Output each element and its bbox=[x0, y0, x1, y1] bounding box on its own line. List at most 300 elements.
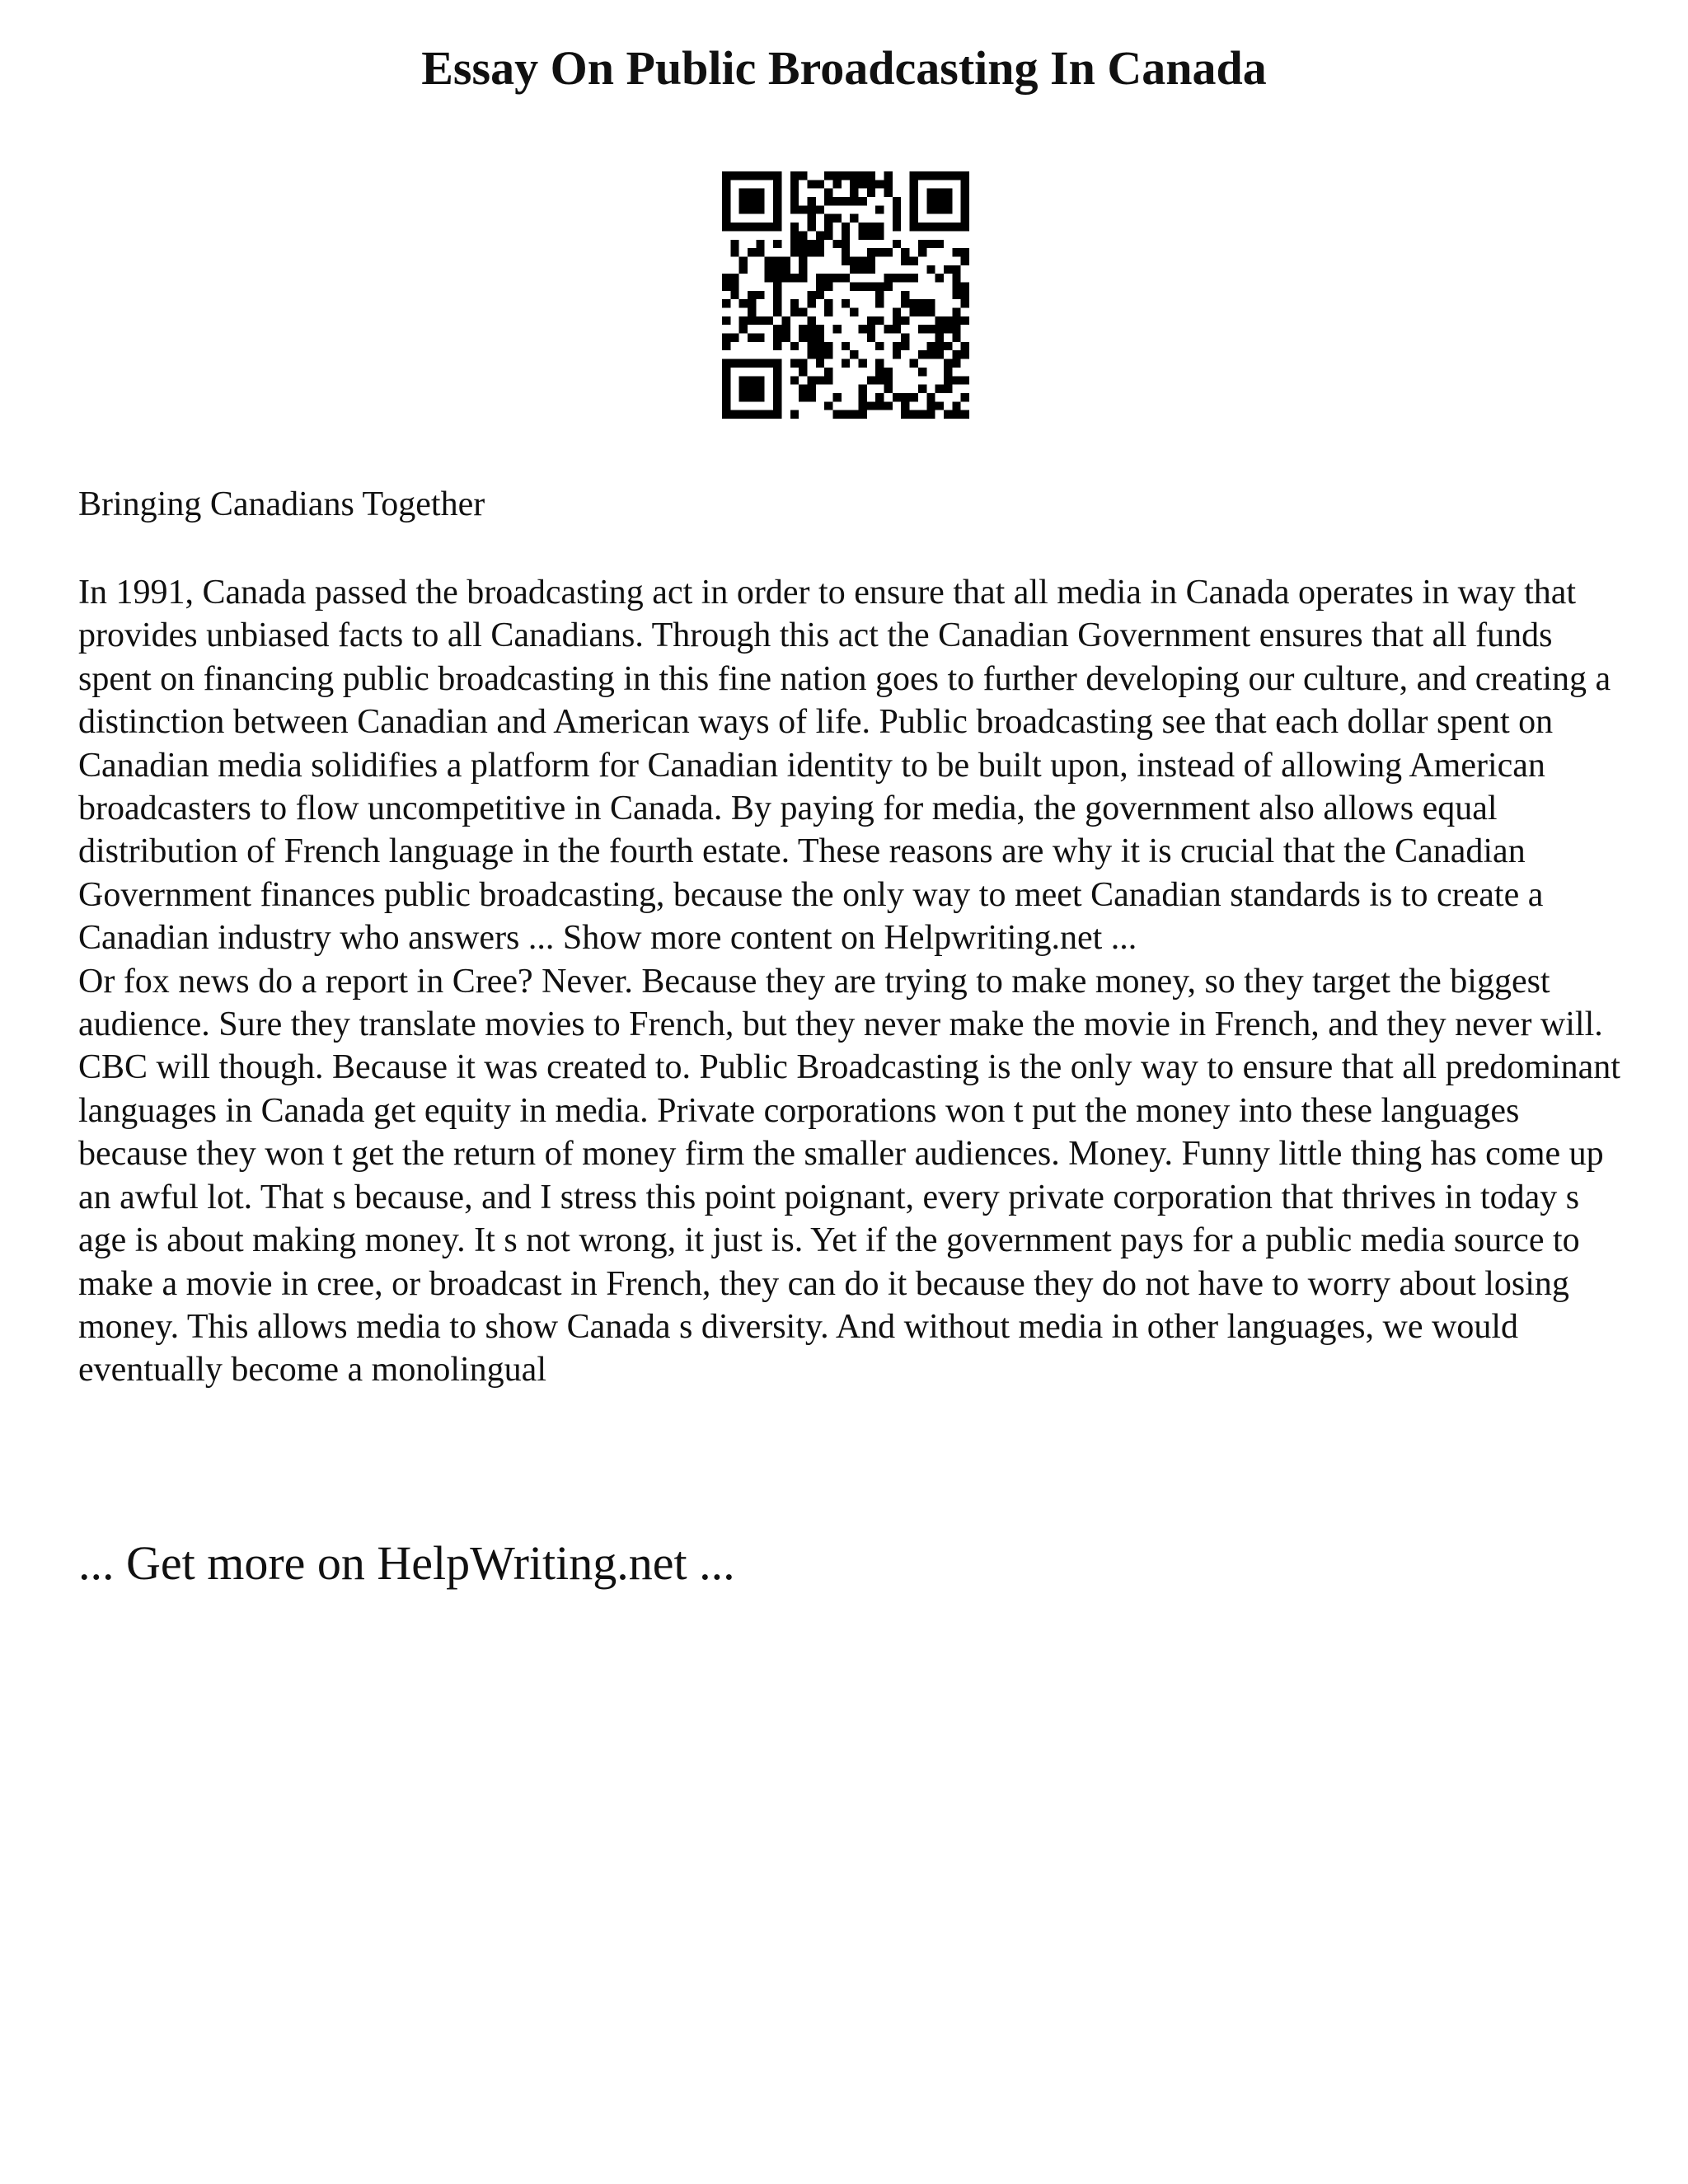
qr-module bbox=[842, 410, 850, 419]
qr-module bbox=[935, 334, 944, 342]
qr-module bbox=[816, 282, 824, 290]
qr-module bbox=[961, 350, 969, 359]
qr-module bbox=[893, 197, 901, 205]
qr-module bbox=[807, 197, 815, 205]
qr-module bbox=[867, 256, 875, 265]
qr-module bbox=[901, 334, 909, 342]
qr-module bbox=[935, 342, 944, 350]
qr-module bbox=[918, 325, 926, 333]
qr-module bbox=[765, 265, 773, 274]
qr-module bbox=[893, 223, 901, 231]
qr-module bbox=[799, 205, 807, 213]
qr-module bbox=[867, 171, 875, 180]
qr-module bbox=[893, 316, 901, 325]
qr-module bbox=[850, 214, 858, 223]
qr-module bbox=[824, 274, 832, 282]
qr-module bbox=[790, 342, 799, 350]
qr-module bbox=[748, 299, 756, 307]
qr-module bbox=[926, 393, 935, 401]
qr-module bbox=[739, 325, 748, 333]
qr-module bbox=[850, 265, 858, 274]
qr-module bbox=[790, 180, 799, 188]
qr-module bbox=[875, 299, 884, 307]
qr-module bbox=[781, 265, 790, 274]
qr-module bbox=[773, 256, 781, 265]
qr-module bbox=[918, 248, 926, 256]
qr-module bbox=[875, 205, 884, 213]
qr-module bbox=[773, 240, 781, 248]
qr-module bbox=[790, 359, 799, 368]
qr-module bbox=[884, 282, 893, 290]
qr-finder-edge bbox=[722, 180, 730, 223]
qr-module bbox=[730, 248, 738, 256]
qr-module bbox=[807, 385, 815, 393]
qr-module bbox=[893, 393, 901, 401]
qr-module bbox=[790, 410, 799, 419]
qr-module bbox=[926, 299, 935, 307]
qr-module bbox=[884, 180, 893, 188]
qr-module bbox=[824, 197, 832, 205]
qr-module bbox=[867, 248, 875, 256]
qr-module bbox=[790, 171, 799, 180]
qr-module bbox=[773, 282, 781, 290]
qr-module bbox=[918, 350, 926, 359]
qr-module bbox=[799, 240, 807, 248]
qr-module bbox=[875, 376, 884, 384]
qr-module bbox=[807, 299, 815, 307]
qr-module bbox=[875, 248, 884, 256]
qr-module bbox=[799, 359, 807, 368]
qr-module bbox=[824, 376, 832, 384]
qr-module bbox=[884, 274, 893, 282]
qr-module bbox=[842, 197, 850, 205]
qr-module bbox=[748, 308, 756, 316]
qr-module bbox=[790, 223, 799, 231]
qr-module bbox=[875, 316, 884, 325]
qr-module bbox=[824, 171, 832, 180]
qr-module bbox=[816, 231, 824, 239]
qr-module bbox=[765, 256, 773, 265]
qr-module bbox=[875, 393, 884, 401]
qr-module bbox=[842, 359, 850, 368]
qr-module bbox=[935, 385, 944, 393]
qr-module bbox=[859, 282, 867, 290]
qr-module bbox=[952, 334, 960, 342]
qr-module bbox=[859, 180, 867, 188]
qr-module bbox=[773, 274, 781, 282]
paragraph-1: In 1991, Canada passed the broadcasting act in order to ensure that all media in Canada operates in way that provides unbiased facts to all Canadians. Through this act the Canadian Government ensures that all funds spent on financing public broadcasting in this fine nation goes to further developing our culture, and creating a distinction between Canadian and American ways of life. Public broadcasting see that each dollar spent on Canadian media solidifies a platform for Canadian identity to be built upon, instead of allowing American broadcasters to flow uncompetitive in Canada. By paying for media, the government also allows equal distribution of French language in the fourth estate. These reasons are why it is crucial that the Canadian Government finances public broadcasting, because the only way to meet Canadian standards is to create a Canadian industry who answers ... Show more content on Helpwriting.net ... bbox=[78, 574, 1611, 958]
qr-module bbox=[918, 308, 926, 316]
qr-module bbox=[832, 180, 841, 188]
qr-module bbox=[842, 274, 850, 282]
qr-module bbox=[807, 180, 815, 188]
qr-module bbox=[944, 325, 952, 333]
qr-module bbox=[884, 401, 893, 410]
qr-module bbox=[952, 316, 960, 325]
qr-module bbox=[790, 205, 799, 213]
qr-module bbox=[926, 342, 935, 350]
qr-module bbox=[850, 410, 858, 419]
qr-module bbox=[867, 334, 875, 342]
qr-module bbox=[773, 299, 781, 307]
qr-module bbox=[893, 350, 901, 359]
qr-finder-center bbox=[926, 189, 952, 214]
qr-module bbox=[824, 214, 832, 223]
qr-module bbox=[832, 240, 841, 248]
qr-module bbox=[850, 171, 858, 180]
qr-module bbox=[816, 180, 824, 188]
qr-module bbox=[842, 223, 850, 231]
qr-finder-edge bbox=[722, 368, 730, 410]
qr-module bbox=[961, 299, 969, 307]
qr-module bbox=[832, 274, 841, 282]
qr-module bbox=[816, 342, 824, 350]
qr-module bbox=[918, 385, 926, 393]
qr-module bbox=[867, 180, 875, 188]
qr-module bbox=[816, 240, 824, 248]
qr-module bbox=[867, 265, 875, 274]
qr-module bbox=[799, 248, 807, 256]
qr-module bbox=[893, 205, 901, 213]
qr-module bbox=[859, 325, 867, 333]
qr-module bbox=[893, 240, 901, 248]
qr-module bbox=[832, 171, 841, 180]
qr-module bbox=[893, 274, 901, 282]
qr-module bbox=[850, 308, 858, 316]
qr-module bbox=[867, 231, 875, 239]
qr-module bbox=[722, 299, 730, 307]
essay-body bbox=[78, 571, 1628, 1392]
qr-module bbox=[824, 299, 832, 307]
qr-module bbox=[807, 240, 815, 248]
qr-module bbox=[773, 325, 781, 333]
qr-module bbox=[790, 248, 799, 256]
qr-module bbox=[944, 368, 952, 376]
qr-module bbox=[816, 325, 824, 333]
qr-module bbox=[961, 291, 969, 299]
qr-module bbox=[807, 350, 815, 359]
qr-module bbox=[961, 316, 969, 325]
qr-module bbox=[910, 359, 918, 368]
qr-finder-edge bbox=[722, 410, 781, 419]
qr-module bbox=[781, 316, 790, 325]
qr-finder-edge bbox=[722, 359, 781, 368]
qr-module bbox=[926, 401, 935, 410]
qr-module bbox=[926, 240, 935, 248]
qr-module bbox=[859, 223, 867, 231]
qr-module bbox=[773, 308, 781, 316]
qr-module bbox=[807, 316, 815, 325]
qr-module bbox=[952, 308, 960, 316]
qr-module bbox=[952, 274, 960, 282]
qr-module bbox=[952, 359, 960, 368]
qr-module bbox=[875, 359, 884, 368]
qr-module bbox=[748, 316, 756, 325]
qr-module bbox=[944, 376, 952, 384]
qr-module bbox=[842, 256, 850, 265]
qr-module bbox=[722, 316, 730, 325]
qr-module bbox=[781, 334, 790, 342]
qr-module bbox=[935, 325, 944, 333]
qr-module bbox=[816, 291, 824, 299]
qr-module bbox=[884, 325, 893, 333]
qr-module bbox=[807, 342, 815, 350]
get-more-link[interactable]: ... Get more on HelpWriting.net ... bbox=[78, 1536, 735, 1590]
qr-module bbox=[952, 265, 960, 274]
qr-module bbox=[824, 223, 832, 231]
qr-module bbox=[756, 240, 764, 248]
qr-module bbox=[748, 248, 756, 256]
qr-module bbox=[799, 308, 807, 316]
qr-finder-edge bbox=[722, 171, 781, 180]
qr-module bbox=[842, 231, 850, 239]
qr-code-icon[interactable] bbox=[722, 171, 969, 419]
qr-module bbox=[807, 376, 815, 384]
qr-module bbox=[884, 376, 893, 384]
qr-module bbox=[859, 359, 867, 368]
qr-module bbox=[901, 316, 909, 325]
qr-module bbox=[926, 265, 935, 274]
qr-module bbox=[816, 334, 824, 342]
qr-module bbox=[739, 265, 748, 274]
qr-module bbox=[859, 410, 867, 419]
qr-module bbox=[944, 359, 952, 368]
qr-module bbox=[790, 197, 799, 205]
qr-finder-edge bbox=[722, 223, 781, 231]
qr-module bbox=[722, 342, 730, 350]
qr-module bbox=[790, 240, 799, 248]
qr-module bbox=[901, 291, 909, 299]
qr-module bbox=[961, 248, 969, 256]
qr-module bbox=[867, 401, 875, 410]
qr-module bbox=[748, 334, 756, 342]
qr-module bbox=[859, 197, 867, 205]
qr-module bbox=[935, 274, 944, 282]
qr-module bbox=[884, 189, 893, 197]
qr-module bbox=[816, 205, 824, 213]
qr-module bbox=[944, 342, 952, 350]
qr-module bbox=[799, 256, 807, 265]
qr-module bbox=[807, 291, 815, 299]
qr-module bbox=[807, 334, 815, 342]
qr-module bbox=[816, 274, 824, 282]
qr-module bbox=[824, 368, 832, 376]
qr-module bbox=[799, 231, 807, 239]
qr-module bbox=[901, 401, 909, 410]
qr-module bbox=[952, 291, 960, 299]
qr-module bbox=[859, 171, 867, 180]
qr-module bbox=[807, 214, 815, 223]
qr-module bbox=[816, 248, 824, 256]
qr-module bbox=[859, 401, 867, 410]
qr-module bbox=[918, 368, 926, 376]
qr-module bbox=[850, 180, 858, 188]
subtitle: Bringing Canadians Together bbox=[78, 485, 485, 523]
qr-module bbox=[799, 171, 807, 180]
qr-module bbox=[799, 265, 807, 274]
qr-module bbox=[739, 316, 748, 325]
qr-module bbox=[799, 385, 807, 393]
qr-module bbox=[875, 180, 884, 188]
qr-module bbox=[850, 282, 858, 290]
qr-module bbox=[875, 368, 884, 376]
qr-module bbox=[961, 410, 969, 419]
qr-module bbox=[799, 368, 807, 376]
qr-module bbox=[893, 308, 901, 316]
qr-module bbox=[781, 274, 790, 282]
qr-module bbox=[875, 282, 884, 290]
qr-module bbox=[824, 282, 832, 290]
qr-module bbox=[884, 171, 893, 180]
qr-module bbox=[884, 248, 893, 256]
qr-module bbox=[790, 299, 799, 307]
qr-finder-edge bbox=[910, 223, 969, 231]
qr-module bbox=[910, 393, 918, 401]
qr-module bbox=[926, 308, 935, 316]
qr-module bbox=[944, 316, 952, 325]
qr-module bbox=[824, 189, 832, 197]
qr-module bbox=[901, 410, 909, 419]
qr-module bbox=[961, 282, 969, 290]
qr-module bbox=[893, 325, 901, 333]
qr-module bbox=[730, 291, 738, 299]
qr-module bbox=[730, 282, 738, 290]
qr-module bbox=[859, 393, 867, 401]
qr-finder-edge bbox=[773, 368, 781, 410]
qr-module bbox=[790, 231, 799, 239]
qr-module bbox=[832, 325, 841, 333]
qr-module bbox=[859, 265, 867, 274]
qr-module bbox=[816, 376, 824, 384]
qr-module bbox=[859, 385, 867, 393]
qr-module bbox=[910, 410, 918, 419]
qr-module bbox=[926, 410, 935, 419]
qr-module bbox=[790, 274, 799, 282]
qr-module bbox=[850, 197, 858, 205]
qr-finder-center bbox=[739, 189, 765, 214]
qr-module bbox=[910, 299, 918, 307]
qr-module bbox=[842, 248, 850, 256]
qr-module bbox=[799, 393, 807, 401]
qr-module bbox=[781, 325, 790, 333]
qr-module bbox=[722, 334, 730, 342]
qr-finder-edge bbox=[910, 171, 969, 180]
qr-module bbox=[765, 316, 773, 325]
qr-module bbox=[824, 308, 832, 316]
qr-module bbox=[850, 350, 858, 359]
qr-module bbox=[850, 256, 858, 265]
qr-module bbox=[918, 410, 926, 419]
qr-module bbox=[952, 325, 960, 333]
qr-module bbox=[910, 256, 918, 265]
qr-module bbox=[952, 248, 960, 256]
qr-module bbox=[816, 359, 824, 368]
qr-module bbox=[901, 299, 909, 307]
qr-module bbox=[722, 274, 730, 282]
qr-module bbox=[824, 231, 832, 239]
qr-module bbox=[961, 342, 969, 350]
qr-module bbox=[807, 325, 815, 333]
qr-module bbox=[790, 308, 799, 316]
qr-module bbox=[918, 240, 926, 248]
qr-module bbox=[901, 274, 909, 282]
qr-finder-center bbox=[739, 376, 765, 401]
qr-module bbox=[875, 291, 884, 299]
qr-module bbox=[875, 231, 884, 239]
qr-module bbox=[910, 274, 918, 282]
qr-module bbox=[832, 393, 841, 401]
qr-module bbox=[961, 376, 969, 384]
qr-module bbox=[832, 410, 841, 419]
qr-module bbox=[952, 401, 960, 410]
qr-module bbox=[799, 334, 807, 342]
qr-finder-edge bbox=[961, 180, 969, 223]
qr-module bbox=[944, 265, 952, 274]
qr-module bbox=[832, 214, 841, 223]
qr-module bbox=[730, 274, 738, 282]
qr-finder-edge bbox=[773, 180, 781, 223]
qr-module bbox=[842, 342, 850, 350]
qr-module bbox=[935, 401, 944, 410]
qr-module bbox=[952, 410, 960, 419]
qr-module bbox=[875, 401, 884, 410]
qr-module bbox=[935, 350, 944, 359]
qr-module bbox=[901, 393, 909, 401]
qr-module bbox=[901, 248, 909, 256]
qr-module bbox=[893, 214, 901, 223]
qr-module bbox=[824, 401, 832, 410]
qr-module bbox=[875, 223, 884, 231]
qr-module bbox=[867, 376, 875, 384]
qr-module bbox=[935, 240, 944, 248]
qr-module bbox=[730, 240, 738, 248]
qr-module bbox=[832, 197, 841, 205]
qr-module bbox=[867, 282, 875, 290]
qr-module bbox=[739, 299, 748, 307]
qr-module bbox=[901, 342, 909, 350]
qr-module bbox=[944, 410, 952, 419]
qr-module bbox=[799, 325, 807, 333]
qr-module bbox=[850, 189, 858, 197]
qr-module bbox=[773, 334, 781, 342]
qr-module bbox=[824, 342, 832, 350]
qr-module bbox=[952, 376, 960, 384]
qr-module bbox=[961, 393, 969, 401]
qr-module bbox=[807, 393, 815, 401]
qr-module bbox=[756, 316, 764, 325]
qr-module bbox=[918, 299, 926, 307]
qr-module bbox=[867, 223, 875, 231]
qr-module bbox=[842, 171, 850, 180]
qr-module bbox=[756, 334, 764, 342]
qr-module bbox=[926, 325, 935, 333]
qr-module bbox=[944, 385, 952, 393]
qr-module bbox=[790, 376, 799, 384]
qr-module bbox=[884, 385, 893, 393]
qr-module bbox=[799, 274, 807, 282]
qr-module bbox=[952, 282, 960, 290]
qr-module bbox=[807, 223, 815, 231]
qr-module bbox=[730, 334, 738, 342]
qr-module bbox=[926, 350, 935, 359]
qr-module bbox=[842, 299, 850, 307]
qr-module bbox=[824, 350, 832, 359]
qr-module bbox=[790, 189, 799, 197]
qr-module bbox=[781, 256, 790, 265]
qr-module bbox=[816, 350, 824, 359]
qr-module bbox=[765, 274, 773, 282]
qr-module bbox=[867, 325, 875, 333]
